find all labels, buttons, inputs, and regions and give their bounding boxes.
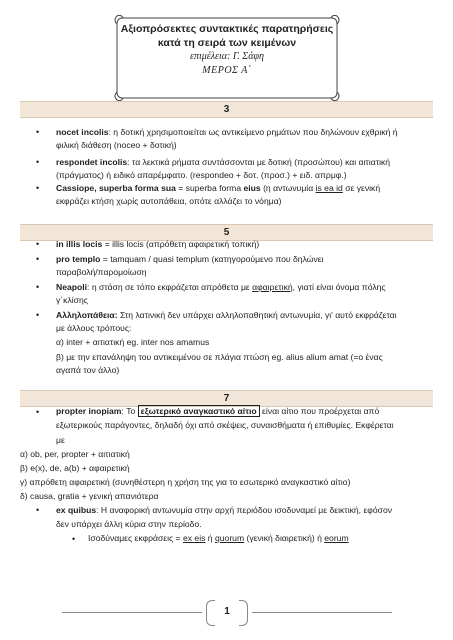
- s5-item4-line1: Αλληλοπάθεια: Στη λατινική δεν υπάρχει αλληλοπαθητική αντωνυμία, γι' αυτό εκφράζεται: [56, 310, 397, 320]
- part-line: ΜΕΡΟΣ Α΄: [202, 65, 252, 76]
- title-block: [113, 22, 341, 78]
- s7-sub-item: Ισοδύναμες εκφράσεις = ex eis ή quorum (γενική διαιρετική) ή eorum: [88, 533, 349, 543]
- section-header-3: 3: [20, 101, 433, 118]
- s7-list-d: δ) causa, gratia + γενική απανιότερα: [20, 491, 159, 501]
- sub-bullet-icon: •: [72, 534, 76, 544]
- bullet-icon: •: [36, 407, 40, 417]
- s3-item1-line1: nocet incolis: η δοτική χρησιμοποιείται ως αντικείμενο ρημάτων που δηλώνουν εχθρική ή: [56, 127, 398, 137]
- s5-item1-line1: in illis locis = illis locis (απρόθετη αφαιρετική τοπική): [56, 239, 260, 249]
- title-frame: [113, 14, 341, 102]
- bullet-icon: •: [36, 127, 40, 137]
- s3-item2-line1: respondet incolis: τα λεκτικά ρήματα συντάσσονται με δοτική (προσώπου) και αιτιατική: [56, 157, 391, 167]
- s5-item3-line2: γ΄κλίσης: [56, 295, 88, 305]
- footer-rule-left: [62, 612, 202, 613]
- s7-list-b: β) e(x), de, a(b) + αφαιρετική: [20, 463, 130, 473]
- s5-item4-line5: αγαπά τον άλλο): [56, 365, 120, 375]
- section-header-5: 5: [20, 224, 433, 241]
- bullet-icon: •: [36, 239, 40, 249]
- s3-item3-line1: Cassiope, superba forma sua = superba forma eius (η αντωνυμία is ea id σε γενική: [56, 183, 381, 193]
- page-number: 1: [224, 606, 230, 617]
- s3-item1-line2: φιλική διάθεση (noceo + δοτική): [56, 140, 177, 150]
- section-header-7: 7: [20, 390, 433, 407]
- s3-item2-line2: (πράγματος) ή ειδικό απαρέμφατο. (respondeo + δοτ. (προσ.) + ειδ. απρμφ.): [56, 170, 347, 180]
- s7-item1-line3: με: [56, 435, 65, 445]
- s7-item1-line2: εξωτερικούς παράγοντες, δηλαδή όχι από σκέψεις, συναισθήματα ή επιθυμίες. Εκφέρεται: [56, 420, 394, 430]
- boxed-term: εξωτερικό αναγκαστικό αίτιο: [138, 405, 260, 417]
- bullet-icon: •: [36, 157, 40, 167]
- s5-item4-line4: β) με την επανάληψη του αντικειμένου σε πλάγια πτώση eg. alius alium amat (=ο ένας: [56, 352, 383, 362]
- s7-list-c: γ) απρόθετη αφαιρετική (συνηθέστερη η χρήση της για το εσωτερικό αναγκαστικό αίτιο): [20, 477, 351, 487]
- footer-bracket-right: [239, 600, 248, 626]
- bullet-icon: •: [36, 310, 40, 320]
- s5-item2-line2: παραβολή/παρομοίωση: [56, 267, 147, 277]
- s7-item2-line2: δεν υπάρχει άλλη κύρια στην περίοδο.: [56, 519, 202, 529]
- title-line-2: κατά τη σειρά των κειμένων: [157, 37, 297, 49]
- bullet-icon: •: [36, 282, 40, 292]
- s3-item3-line2: εκφράζει κτήση χωρίς αυτοπάθεια, οπότε αλλάζει το νόημα): [56, 196, 282, 206]
- footer-bracket-left: [206, 600, 215, 626]
- s5-item4-line2: με άλλους τρόπους:: [56, 323, 132, 333]
- bullet-icon: •: [36, 183, 40, 193]
- s7-item2-line1: ex quibus: Η αναφορική αντωνυμία στην αρχή περιόδου ισοδυναμεί με δεικτική, εφόσον: [56, 505, 393, 515]
- title-line-1: Αξιοπρόσεκτες συντακτικές παρατηρήσεις: [120, 23, 334, 35]
- s5-item2-line1: pro templo = tamquam / quasi templum (κατηγορούμενο που δηλώνει: [56, 254, 324, 264]
- s5-item3-line1: Neapoli: η στάση σε τόπο εκφράζεται απρόθετα με αφαιρετική, γιατί είναι όνομα πόλης: [56, 282, 386, 292]
- s7-list-a: α) ob, per, propter + αιτιατική: [20, 449, 130, 459]
- bullet-icon: •: [36, 505, 40, 515]
- bullet-icon: •: [36, 254, 40, 264]
- s5-item4-line3: α) inter + αιτιατική eg. inter nos amamus: [56, 337, 210, 347]
- footer-rule-right: [252, 612, 392, 613]
- s7-item1-line1: propter inopiam: Το εξωτερικό αναγκαστικό αίτιο είναι αίτιο που προέρχεται από: [56, 406, 380, 416]
- editor-line: επιμέλεια: Γ. Σάφη: [190, 51, 264, 62]
